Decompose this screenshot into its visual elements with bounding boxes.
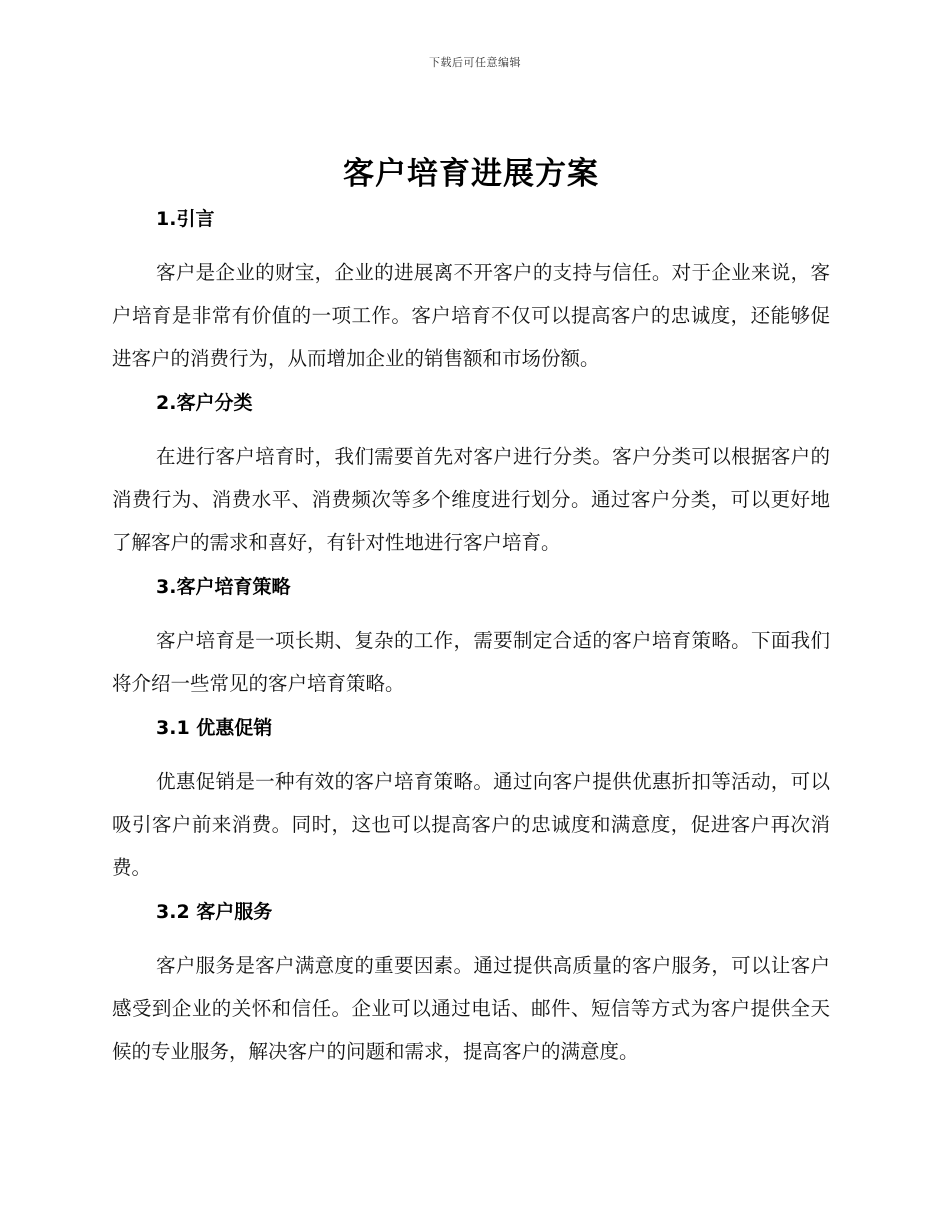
page-header-note: 下载后可任意编辑 [429,56,521,69]
section-paragraph: 客户服务是客户满意度的重要因素。通过提供高质量的客户服务，可以让客户感受到企业的关怀和信任。企业可以通过电话、邮件、短信等方式为客户提供全天候的专业服务，解决客户的问题和需求，提高客户的满意度。 [112,954,830,1063]
section-paragraph: 优惠促销是一种有效的客户培育策略。通过向客户提供优惠折扣等活动，可以吸引客户前来消费。同时，这也可以提高客户的忠诚度和满意度，促进客户再次消费。 [112,770,830,879]
section-paragraph: 客户是企业的财宝，企业的进展离不开客户的支持与信任。对于企业来说，客户培育是非常有价值的一项工作。客户培育不仅可以提高客户的忠诚度，还能够促进客户的消费行为，从而增加企业的销售额和市场份额。 [112,261,830,370]
section-heading: 3.2 客户服务 [156,901,273,923]
section-heading: 3.1 优惠促销 [156,717,273,739]
section-promotion [112,713,830,889]
document-body [112,148,830,1081]
section-cultivation-strategy [112,572,830,705]
section-heading: 1.引言 [156,208,215,230]
section-introduction [112,204,830,380]
section-paragraph: 客户培育是一项长期、复杂的工作，需要制定合适的客户培育策略。下面我们将介绍一些常见的客户培育策略。 [112,629,830,695]
document-title: 客户培育进展方案 [343,156,599,192]
section-customer-classification [112,388,830,564]
section-customer-service [112,897,830,1073]
section-paragraph: 在进行客户培育时，我们需要首先对客户进行分类。客户分类可以根据客户的消费行为、消费水平、消费频次等多个维度进行划分。通过客户分类，可以更好地了解客户的需求和喜好，有针对性地进行客户培育。 [112,445,830,554]
section-heading: 3.客户培育策略 [156,576,291,598]
section-heading: 2.客户分类 [156,392,253,414]
